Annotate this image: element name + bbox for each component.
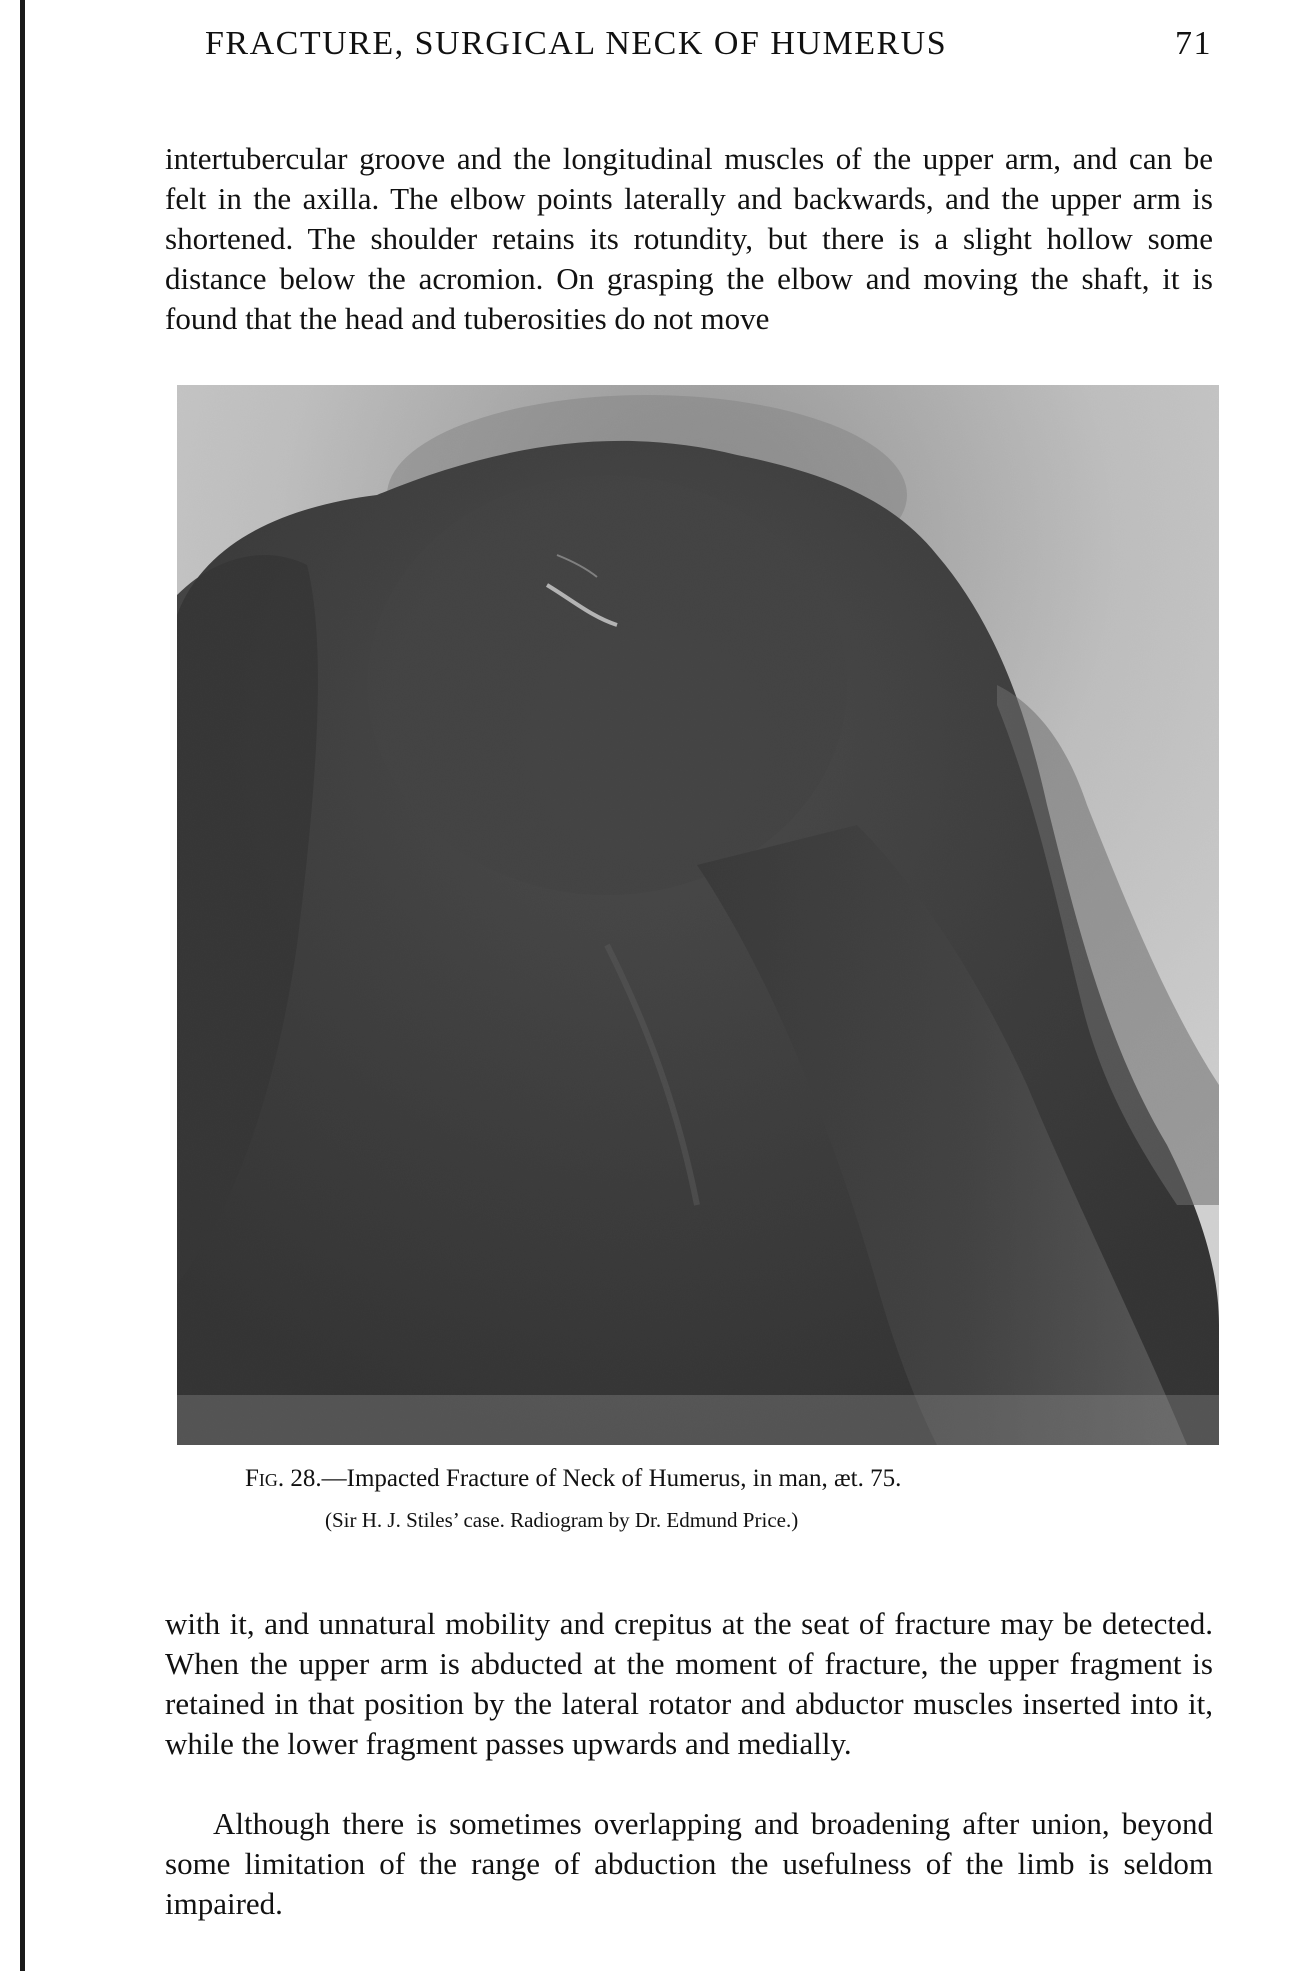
running-head xyxy=(205,22,1212,66)
figure-credit: (Sir H. J. Stiles’ case. Radiogram by Dr. Edmund Price.) xyxy=(325,1508,799,1532)
radiograph-image xyxy=(177,385,1219,1445)
figure-caption-text: 28.—Impacted Fracture of Neck of Humerus, in man, æt. 75. xyxy=(290,1465,902,1492)
paragraph-continuation: with it, and unnatural mobility and crepitus at the seat of fracture may be detected. When the upper arm is abducted at the moment of fracture, the upper fragment is retained in that position by the lateral rotator and abductor muscles inserted into it, while the lower fragment passes upwards and medially. xyxy=(165,1606,1213,1761)
page-edge-rule xyxy=(20,0,25,1971)
radiograph-figure xyxy=(177,385,1219,1445)
running-title: FRACTURE, SURGICAL NECK OF HUMERUS xyxy=(205,25,948,62)
figure-caption xyxy=(245,1463,1145,1495)
page-number: 71 xyxy=(1175,25,1212,62)
paragraph-continued: intertubercular groove and the longitudinal muscles of the upper arm, and can be felt in the axilla. The elbow points laterally and backwards, and the upper arm is shortened. The shoulder retains its rotundity, but there is a slight hollow some distance below the acromion. On grasping the elbow and moving the shaft, it is found that the head and tuberosities do not move xyxy=(165,141,1213,336)
paragraph-final: Although there is sometimes overlapping and broadening after union, beyond some limitation of the range of abduction the usefulness of the limb is seldom impaired. xyxy=(165,1806,1213,1921)
figure-label: Fig. xyxy=(245,1465,285,1492)
